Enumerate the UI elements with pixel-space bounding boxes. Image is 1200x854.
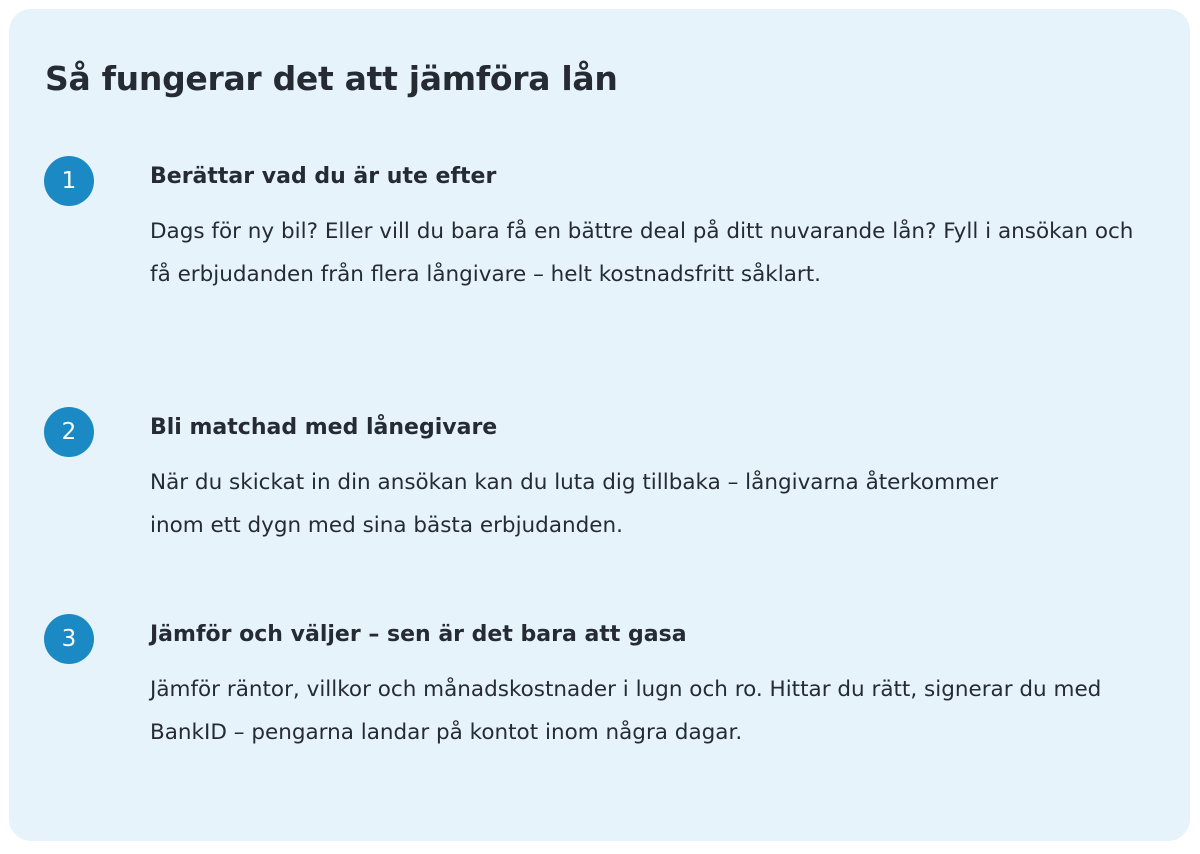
step-heading: Bli matchad med lånegivare [150, 415, 498, 440]
step-heading: Jämför och väljer – sen är det bara att gasa [150, 622, 687, 647]
step-description: Jämför räntor, villkor och månadskostnader i lugn och ro. Hittar du rätt, signerar du med BankID – pengarna landar på kontot inom några dagar. [150, 677, 1102, 745]
section-title: Så fungerar det att jämföra lån [45, 59, 618, 98]
step-number-badge: 1 [44, 156, 94, 206]
step-number-badge: 2 [44, 407, 94, 457]
how-it-works-card [9, 9, 1190, 841]
step-description: Dags för ny bil? Eller vill du bara få en bättre deal på ditt nuvarande lån? Fyll i ansökan och få erbjudanden från flera långivare – helt kostnadsfritt såklart. [150, 219, 1134, 287]
step-description: När du skickat in din ansökan kan du luta dig tillbaka – långivarna återkommer inom ett dygn med sina bästa erbjudanden. [150, 470, 999, 538]
step-heading: Berättar vad du är ute efter [150, 164, 497, 189]
step-number-badge: 3 [44, 614, 94, 664]
